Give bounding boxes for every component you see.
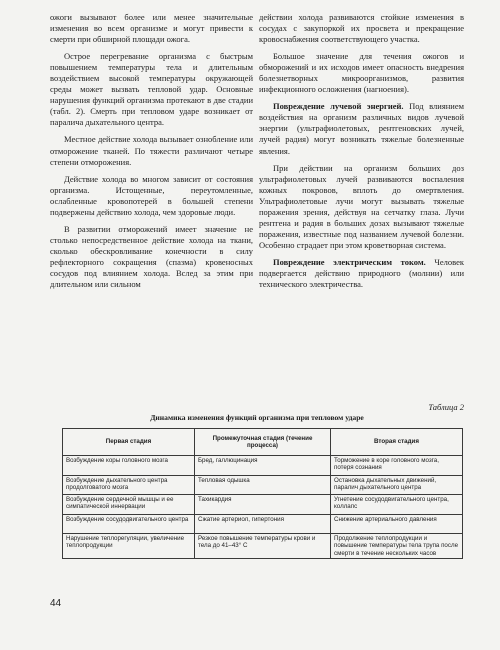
- heading-electric-damage: Повреждение электрическим током.: [273, 256, 426, 267]
- table-cell: Возбуждение сердечной мышцы и ее симпатической иннервации: [63, 495, 195, 515]
- table-cell: Возбуждение дыхательного центра продолговатого мозга: [63, 475, 195, 495]
- paragraph-electric: [259, 257, 464, 290]
- paragraph-cold-susceptibility: Действие холода во многом зависит от состояния организма. Истощенные, переутомленные, ослабленные кровопотерей в большей степени подвержены действию холода, чем здоровые люди.: [50, 173, 253, 217]
- table-cell: Бред, галлюцинация: [195, 456, 331, 476]
- table-cell: Продолжение теплопродукции и повышение температуры тела трупа после смерти в течение нескольких часов: [331, 534, 463, 559]
- table-row: [63, 456, 463, 476]
- header-first-stage: Первая стадия: [63, 429, 195, 456]
- table-cell: Возбуждение коры головного мозга: [63, 456, 195, 476]
- paragraph-infection-risk: Большое значение для течения ожогов и обморожений и их исходов имеет опасность внедрения болезнетворных микроорганизмов, развития инфекционного осложнения (нагноения).: [259, 51, 464, 95]
- table-cell: Угнетение сосудодвигательного центра, коллапс: [331, 495, 463, 515]
- table-cell: Возбуждение сосудодвигательного центра: [63, 514, 195, 534]
- left-text-column: [50, 12, 253, 290]
- table-cell: Торможение в коре головного мозга, потеря сознания: [331, 456, 463, 476]
- table-cell: Нарушение теплорегуляции, увеличение теплопродукции: [63, 534, 195, 559]
- table-cell: Тепловая одышка: [195, 475, 331, 495]
- table-cell: Резкое повышение температуры крови и тела до 41–43° С: [195, 534, 331, 559]
- table-row: [63, 534, 463, 559]
- table-header-row: [63, 429, 463, 456]
- paragraph-frostbite: Местное действие холода вызывает ознобление или отморожение тканей. По тяжести различают четыре степени отморожения.: [50, 134, 253, 167]
- header-intermediate-stage: Промежуточная стадия (течение процесса): [195, 429, 331, 456]
- table-cell: Снижение артериального давления: [331, 514, 463, 534]
- paragraph-frostbite-mechanism: В развитии отморожений имеет значение не столько непосредственное действие холода на ткани, сколько обескровливание конечности в силу рефлекторного сокращения (спазма) кровеносных сосудов под влиянием холода. Вслед за этим при длительном или сильном: [50, 223, 253, 290]
- right-text-column: [259, 12, 464, 290]
- table-title: Динамика изменения функций организма при тепловом ударе: [150, 413, 364, 422]
- paragraph-cold-continuation: действии холода развиваются стойкие изменения в сосудах с закупоркой их просвета и прекращение кровоснабжения соответствующего участка.: [259, 12, 464, 45]
- table-row: [63, 475, 463, 495]
- page-number: 44: [50, 598, 62, 609]
- paragraph-burns-continuation: ожоги вызывают более или менее значительные изменения во всем организме и могут привести к смерти при обширной площади ожога.: [50, 12, 253, 45]
- radiation-text: Под влиянием воздействия на организм различных видов лучевой энергии (ультрафиолетовых, рентгеновских лучей, лучей радия) могут возникать тяжелые болезненные явления.: [259, 101, 464, 156]
- table-row: [63, 495, 463, 515]
- table-cell: Тахикардия: [195, 495, 331, 515]
- paragraph-heat-stroke: Острое перегревание организма с быстрым повышением температуры тела и длительным воздействием высокой температуры окружающей среды может вызвать тепловой удар. Основные нарушения функций организма протекают в две стадии (табл. 2). Смерть при тепловом ударе возникает от паралича дыхательного центра.: [50, 51, 253, 128]
- heat-stroke-table: [62, 428, 463, 559]
- paragraph-ultraviolet: При действии на организм больших доз ультрафиолетовых лучей развиваются воспаления кожных покровов, вплоть до омертвления. Ультрафиолетовые лучи могут вызывать тяжелые поражения зрения, действуя на сетчатку глаза. Лучи рентгена и радия в больших дозах вызывают тяжелые поражения, известные под названием лучевой болезни. Особенно страдает при этом кроветворная система.: [259, 162, 464, 250]
- table-cell: Сжатие артериол, гипертония: [195, 514, 331, 534]
- heading-radiation-damage: Повреждение лучевой энергией.: [273, 101, 404, 112]
- paragraph-radiation: [259, 101, 464, 156]
- table-cell: Остановка дыхательных движений, паралич дыхательного центра: [331, 475, 463, 495]
- table-row: [63, 514, 463, 534]
- table-number: Таблица 2: [428, 402, 464, 412]
- header-second-stage: Вторая стадия: [331, 429, 463, 456]
- electric-text: Человек подвергается действию природного (молнии) или технического электричества.: [259, 256, 464, 290]
